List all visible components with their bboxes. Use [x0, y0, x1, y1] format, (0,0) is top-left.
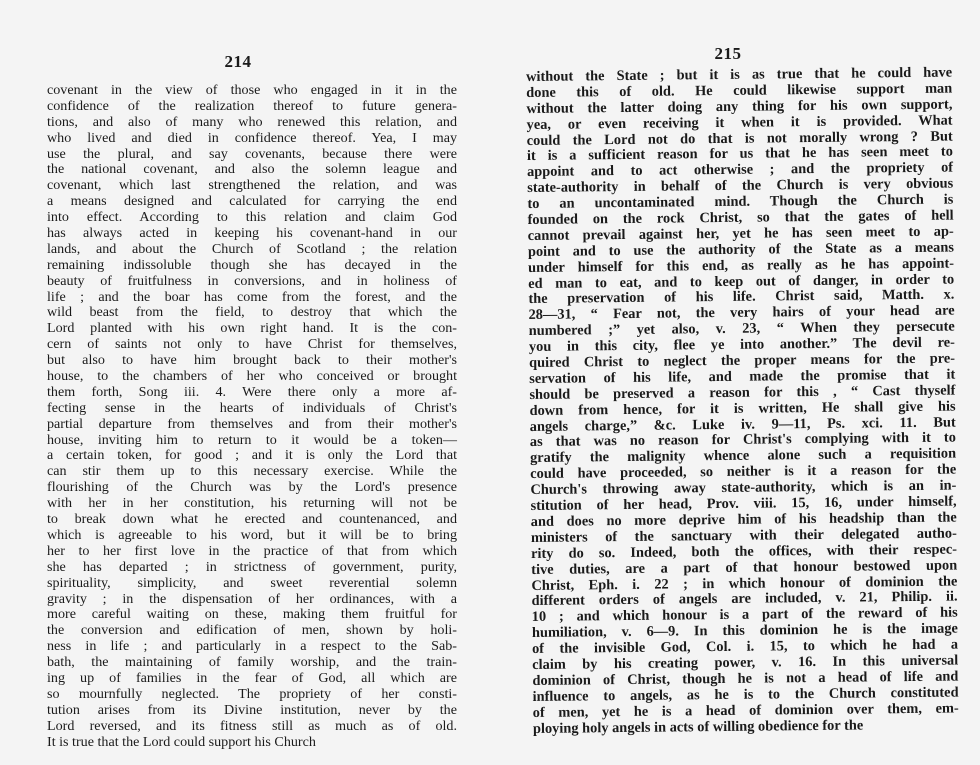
text-line: of men, yet he is a head of dominion over them, em-: [532, 700, 959, 721]
text-line: tions, and also of many who renewed this relation, and: [47, 113, 457, 130]
text-line: gratify the malignity whence alone such a requisition: [529, 445, 957, 467]
left-page-number: 214: [224, 52, 252, 71]
text-line: and does no more deprive him of his headship than the: [530, 509, 957, 530]
text-line: the preservation of his life. Christ said, Matth. x.: [528, 286, 955, 308]
text-line: who lived and died in confidence thereof. Yea, I may: [47, 129, 457, 146]
text-line: life ; and the boar has come from the forest, and the: [47, 288, 457, 305]
text-line: the conversion and edification of men, shown by holi-: [47, 622, 457, 639]
text-line: tution arises from its Divine institution, never by the: [47, 701, 457, 718]
text-line: gravity ; in the dispensation of her ordinances, with a: [47, 590, 457, 607]
text-line: can stir them up to this necessary exercise. While the: [47, 463, 457, 480]
text-line: them forth, Song iii. 4. Were there only a more af-: [47, 383, 457, 400]
text-line: servation of his life, and made the promise that it: [529, 366, 956, 387]
text-line: appoint and to act otherwise ; and the propriety of: [526, 159, 954, 181]
text-line: angels charge,” &c. Luke iv. 9—11, Ps. xci. 11. But: [529, 414, 956, 435]
text-line: quired Christ to neglect the proper means for the pre-: [528, 350, 956, 372]
text-line: done this of old. He could likewise support man: [526, 80, 953, 101]
text-line: so mournfully neglected. The propriety of her consti-: [47, 685, 457, 702]
text-line: spirituality, simplicity, and sweet reverential solemn: [47, 574, 457, 591]
text-line: yea, or even receiving it when it is provided. What: [526, 112, 953, 133]
left-page-text: [47, 83, 457, 750]
text-line: ministers of the sanctuary with their delegated autho-: [530, 525, 957, 546]
right-page: [490, 0, 980, 765]
text-line: partial departure from themselves and from their mother's: [47, 415, 457, 432]
text-line: she has departed ; in strictness of government, purity,: [47, 558, 457, 575]
text-line: ed man to eat, and to keep out of danger, in order to: [528, 271, 955, 292]
text-line: point and to use the authority of the State as a means: [527, 239, 954, 260]
text-line: It is true that the Lord could support his Church: [47, 733, 316, 750]
text-line: numbered ;” yet also, v. 23, “ When they persecute: [528, 318, 955, 340]
text-line: remaining indissoluble though she has decayed in the: [47, 256, 457, 273]
text-line: different orders of angels are included, v. 21, Philip. ii.: [531, 588, 958, 610]
text-line: without the latter doing any thing for his own support,: [526, 96, 953, 117]
text-line: you in this city, flee ye into another.” The devil re-: [528, 334, 955, 356]
text-line: founded on the rock Christ, so that the gates of hell: [527, 207, 954, 229]
text-line: state-authority in behalf of the Church is very obvious: [527, 175, 954, 197]
text-line: the national covenant, and also the solemn league and: [47, 161, 457, 178]
text-line: could have proceeded, so neither is it a reason for the: [530, 461, 957, 483]
text-line: but also to have him brought back to their mother's: [47, 352, 457, 369]
text-line: without the State ; but it is as true that he could have: [525, 64, 953, 85]
text-line: use the plural, and say covenants, because there were: [47, 145, 457, 162]
text-line: dominion of Christ, though he is not a head of life and: [532, 668, 959, 689]
text-line: house, inviting him to return to it would be a token—: [47, 431, 457, 448]
text-line: bath, the maintaining of family worship, and the train-: [47, 654, 457, 671]
right-page-number: 215: [714, 44, 742, 63]
text-line: cannot prevail against her, yet he has seen meet to ap-: [527, 223, 954, 244]
text-line: lands, and about the Church of Scotland ; the relation: [47, 240, 457, 257]
text-line: house, to the chambers of her who conceived or brought: [47, 368, 457, 385]
text-line: to an uncontaminated mind. Though the Church is: [527, 191, 954, 213]
text-line: down from hence, for it is written, He shall give his: [529, 398, 956, 419]
text-line: into effect. According to this relation and claim God: [47, 209, 457, 226]
text-line: cern of saints not only to have Christ for themselves,: [47, 336, 457, 353]
text-line: it is a sufficient reason for us that he has seen meet to: [526, 143, 953, 165]
text-line: rity do so. Indeed, both the offices, with their respec-: [530, 541, 958, 562]
text-line: 10 ; and which honour is a part of the reward of his: [531, 604, 958, 626]
text-line: Church's throwing away state-authority, which is an in-: [530, 477, 957, 499]
text-line: wild beast from the field, to destroy that which the: [47, 304, 457, 321]
text-line: ness in life ; and particularly in a respect to the Sab-: [47, 638, 457, 655]
text-line: should be preserved a reason for this , “ Cast thyself: [529, 382, 956, 403]
right-page-text: [526, 66, 959, 738]
text-line: more careful waiting on these, making them fruitful for: [47, 606, 457, 623]
text-line: Lord planted with his own right hand. It is the con-: [47, 320, 457, 337]
text-line: to break down what he erected and countenanced, and: [47, 511, 457, 528]
text-line: as that was no reason for Christ's complying with it to: [529, 430, 956, 451]
text-line: which is agreeable to his word, but it will be to bring: [47, 526, 457, 543]
text-line: fecting sense in the hearts of individuals of Christ's: [47, 399, 457, 416]
text-line: ing up of families in the fear of God, all which are: [47, 669, 457, 686]
text-line: has always acted in keeping his covenant-hand in our: [47, 225, 457, 242]
text-line: Christ, Eph. i. 22 ; in which honour of dominion the: [531, 573, 958, 594]
text-line: humiliation, v. 6—9. In this dominion he is the image: [531, 620, 958, 642]
text-line: flourishing of the Church was by the Lord's presence: [47, 479, 457, 496]
text-line: her to her first love in the practice of that from which: [47, 542, 457, 559]
text-line: Lord reversed, and its fitness still as much as of old.: [47, 717, 457, 734]
text-line: covenant in the view of those who engaged in it in the: [47, 82, 457, 98]
text-line: covenant, which last strengthened the relation, and was: [47, 177, 457, 194]
text-line: confidence of the realization thereof to future genera-: [47, 97, 457, 114]
text-line: a means designed and calculated for carrying the end: [47, 193, 457, 210]
text-line: beauty of fruitfulness in conversions, and in holiness of: [47, 272, 457, 289]
text-line: 28—31, “ Fear not, the very hairs of your head are: [528, 302, 955, 324]
text-line: with her in her constitution, his returning will not be: [47, 495, 457, 512]
text-line: could the Lord not do that is not morally wrong ? But: [526, 128, 953, 149]
text-line: influence to angels, as he is to the Church constituted: [532, 684, 959, 705]
text-line: tive duties, are a part of that honour bestowed upon: [531, 557, 958, 578]
text-line: a certain token, for good ; and it is only the Lord that: [47, 447, 457, 464]
text-line: ploying holy angels in acts of willing obedience for the: [532, 717, 864, 737]
text-line: claim by his creating power, v. 16. In this universal: [532, 652, 959, 673]
text-line: under himself for this end, as really as he has appoint-: [527, 255, 955, 276]
text-line: of the invisible God, Col. i. 15, to which he had a: [531, 636, 959, 658]
text-line: stitution of her head, Prov. viii. 15, 16, under himself,: [530, 493, 957, 515]
